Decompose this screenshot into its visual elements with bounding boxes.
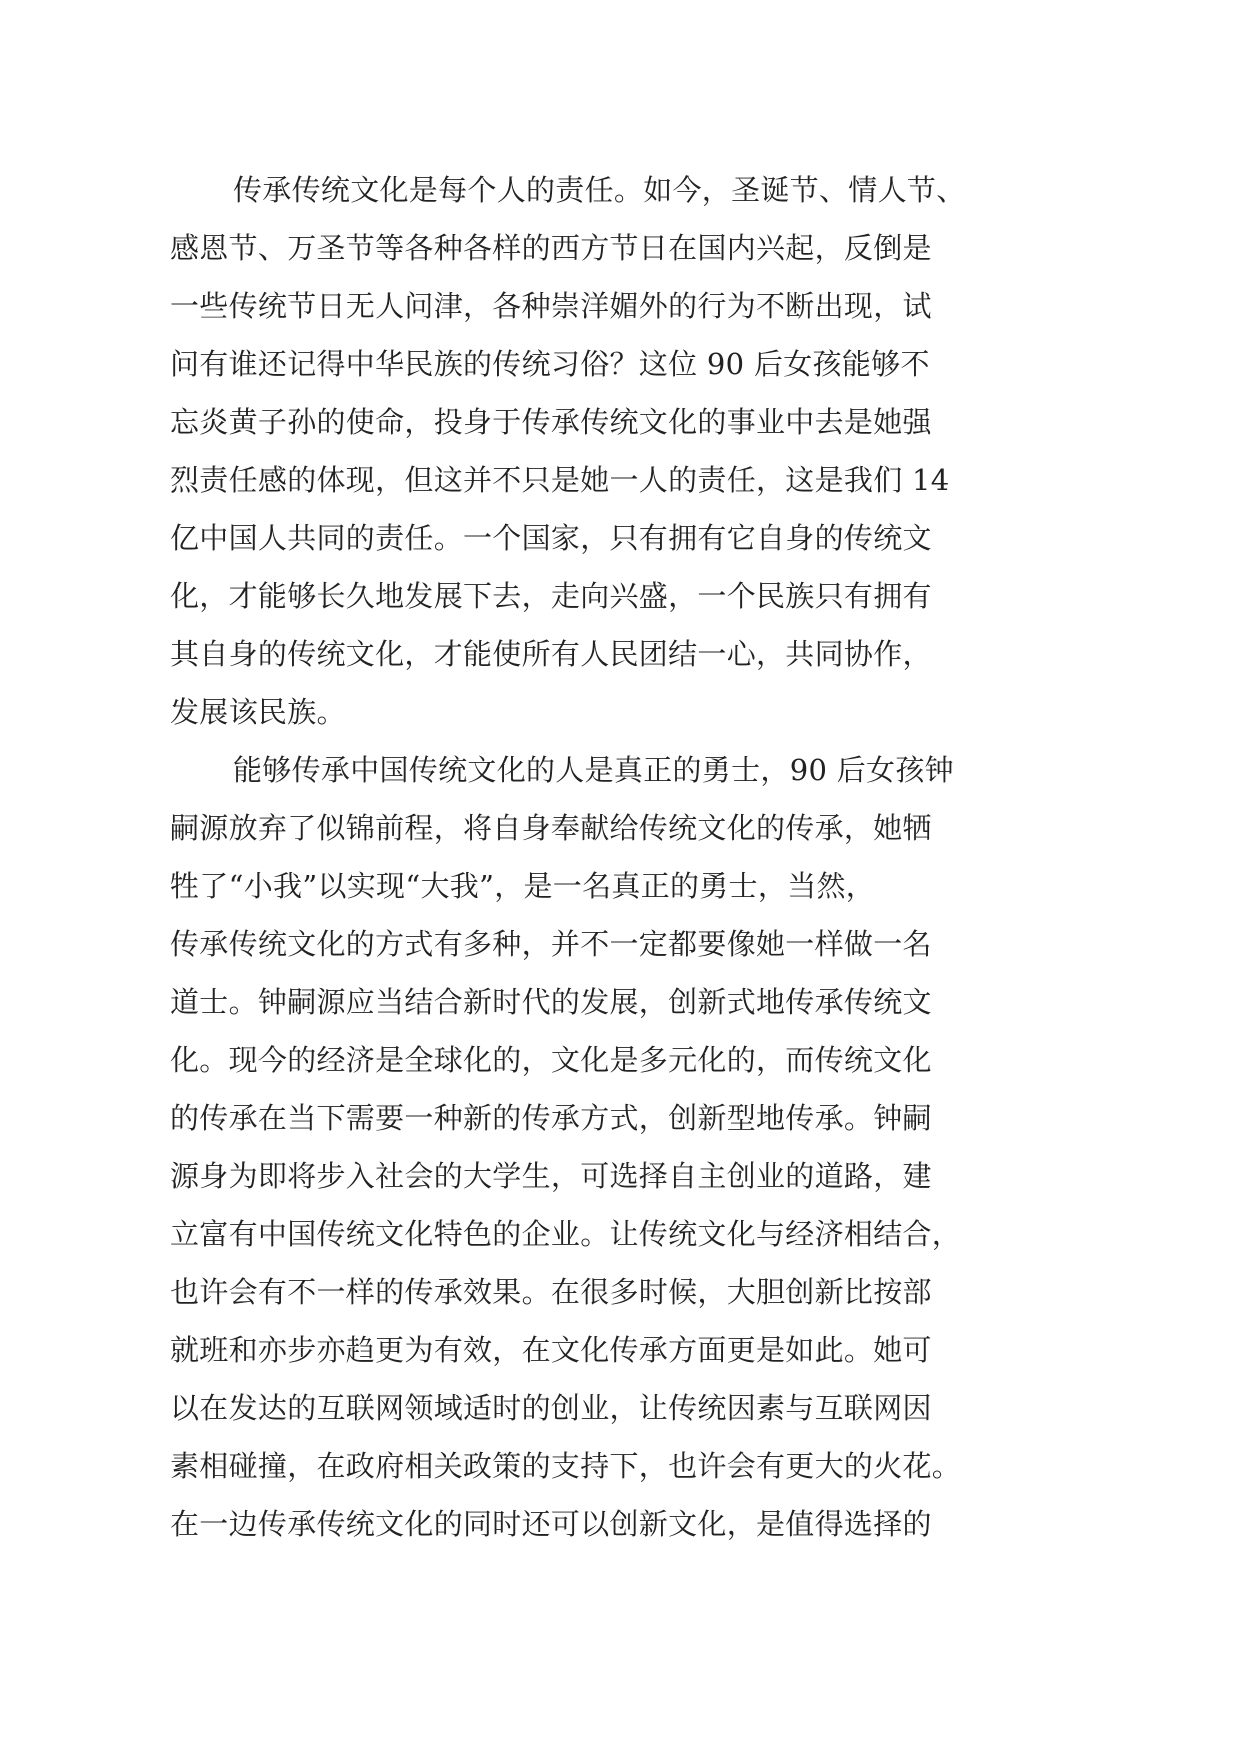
paragraph-2-line-12: 以在发达的互联网领域适时的创业，让传统因素与互联网因	[170, 1391, 932, 1425]
paragraph-1-line-9: 其自身的传统文化，才能使所有人民团结一心，共同协作，	[170, 637, 932, 671]
paragraph-1-line-4: 问有谁还记得中华民族的传统习俗？这位 90 后女孩能够不	[170, 347, 930, 381]
paragraph-2-line-8: 源身为即将步入社会的大学生，可选择自主创业的道路，建	[170, 1159, 932, 1193]
paragraph-1-line-6: 烈责任感的体现，但这并不只是她一人的责任，这是我们 14	[170, 463, 950, 497]
paragraph-1-line-8: 化，才能够长久地发展下去，走向兴盛，一个民族只有拥有	[170, 579, 932, 613]
paragraph-2-line-6: 化。现今的经济是全球化的，文化是多元化的，而传统文化	[170, 1043, 932, 1077]
paragraph-2-line-10: 也许会有不一样的传承效果。在很多时候，大胆创新比按部	[170, 1275, 932, 1309]
paragraph-1-line-7: 亿中国人共同的责任。一个国家，只有拥有它自身的传统文	[170, 521, 932, 555]
paragraph-2-line-9: 立富有中国传统文化特色的企业。让传统文化与经济相结合，	[170, 1217, 962, 1251]
paragraph-2-line-3: 牲了“小我”以实现“大我”，是一名真正的勇士，当然，	[170, 869, 876, 903]
paragraph-2-line-11: 就班和亦步亦趋更为有效，在文化传承方面更是如此。她可	[170, 1333, 932, 1367]
paragraph-2-line-5: 道士。钟嗣源应当结合新时代的发展，创新式地传承传统文	[170, 985, 932, 1019]
paragraph-1-line-10: 发展该民族。	[170, 695, 346, 729]
paragraph-2-line-4: 传承传统文化的方式有多种，并不一定都要像她一样做一名	[170, 927, 932, 961]
paragraph-1-line-3: 一些传统节日无人问津，各种崇洋媚外的行为不断出现，试	[170, 289, 932, 323]
paragraph-2-line-7: 的传承在当下需要一种新的传承方式，创新型地传承。钟嗣	[170, 1101, 932, 1135]
paragraph-2-line-13: 素相碰撞，在政府相关政策的支持下，也许会有更大的火花。	[170, 1449, 962, 1483]
paragraph-1-line-2: 感恩节、万圣节等各种各样的西方节日在国内兴起，反倒是	[170, 231, 932, 265]
paragraph-2-line-2: 嗣源放弃了似锦前程，将自身奉献给传统文化的传承，她牺	[170, 811, 932, 845]
paragraph-2-line-14: 在一边传承传统文化的同时还可以创新文化，是值得选择的	[170, 1507, 932, 1541]
paragraph-1-line-5: 忘炎黄子孙的使命，投身于传承传统文化的事业中去是她强	[170, 405, 932, 439]
paragraph-2-line-1: 能够传承中国传统文化的人是真正的勇士，90 后女孩钟	[233, 753, 954, 787]
paragraph-1-line-1: 传承传统文化是每个人的责任。如今，圣诞节、情人节、	[233, 173, 966, 207]
